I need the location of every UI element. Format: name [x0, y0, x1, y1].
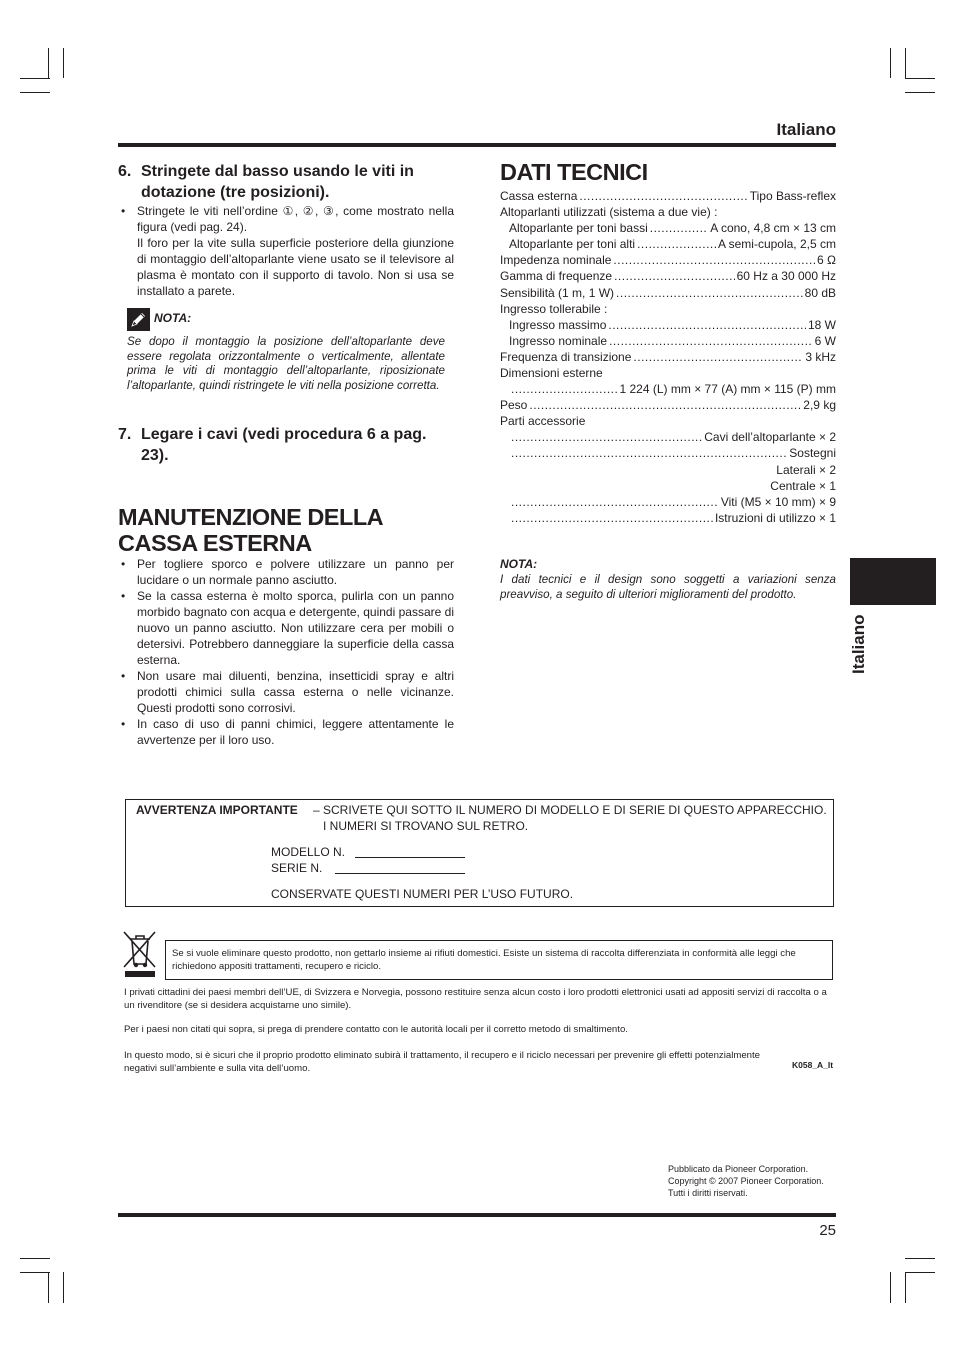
side-tab: [850, 558, 936, 605]
spec-label: Frequenza di transizione: [500, 350, 632, 364]
serial-label: SERIE N.: [271, 861, 323, 875]
nota-text: I dati tecnici e il design sono soggetti a variazioni senza preavviso, a seguito di ulteriori miglioramenti del prodotto.: [500, 573, 836, 601]
spec-row: [509, 429, 836, 445]
side-language-label: [847, 612, 871, 678]
weee-paragraph: In questo modo, si è sicuri che il proprio prodotto eliminato subirà il trattamento, il recupero e il riciclo necessari per prevenire gli effetti potenzialmente negativi sull’ambiente e sulla vita dell’uomo.: [124, 1050, 760, 1074]
step-6-bullets: [118, 203, 454, 299]
spec-value: 60 Hz a 30 000 Hz: [736, 269, 836, 283]
leader-dots: [511, 429, 702, 445]
model-label: MODELLO N.: [271, 845, 346, 859]
step-7-title: [118, 424, 458, 466]
publisher-line: Copyright © 2007 Pioneer Corporation.: [668, 1176, 824, 1186]
bullet-text: Stringete le viti nell’ordine ①, ②, ③, come mostrato nella figura (vedi pag. 24).: [137, 204, 454, 234]
leader-dots: [511, 494, 719, 510]
spec-row: [500, 349, 836, 365]
crop-mark: [20, 1272, 50, 1273]
spec-row: [509, 494, 836, 510]
crop-mark: [905, 48, 906, 78]
leader-dots: [650, 220, 709, 236]
spec-value: A semi-cupola, 2,5 cm: [717, 237, 836, 251]
list-item: • Se la cassa esterna è molto sporca, pulirla con un panno morbido bagnato con acqua e detergente, quindi passare di nuovo un panno asciutto. Non utilizzare cera per mobili o detersivi. Potrebbero danneggiare la superficie della cassa esterna.: [118, 588, 454, 668]
weee-box: Se si vuole eliminare questo prodotto, non gettarlo insieme ai rifiuti domestici. Esiste un sistema di raccolta differenziata in conformità alle leggi che richiedono appositi trattamenti, recupero e riciclo.: [165, 940, 833, 980]
spec-heading: Parti accessorie: [500, 414, 586, 428]
crop-mark: [20, 92, 50, 93]
model-field-line: [355, 857, 465, 858]
maintenance-bullets: [118, 556, 454, 748]
spec-row: [509, 220, 836, 236]
leader-dots: [529, 397, 801, 413]
spec-row: [509, 510, 836, 526]
pencil-icon: [127, 308, 150, 331]
spec-heading: Ingresso tollerabile :: [500, 302, 608, 316]
crop-mark: [890, 48, 891, 78]
leader-dots: [616, 285, 803, 301]
spec-label: Peso: [500, 398, 528, 412]
weee-code: K058_A_It: [792, 1060, 834, 1070]
crossed-bin-icon: [122, 930, 158, 978]
spec-value: Sostegni: [789, 446, 836, 460]
leader-dots: [633, 349, 803, 365]
crop-mark: [905, 1258, 935, 1259]
list-item: • In caso di uso di panni chimici, leggere attentamente le avvertenze per il loro uso.: [118, 716, 454, 748]
spec-value: 80 dB: [804, 286, 836, 300]
warning-label: AVVERTENZA IMPORTANTE: [136, 803, 298, 817]
list-item: • Per togliere sporco e polvere utilizzare un panno per lucidare o un normale panno asciutto.: [118, 556, 454, 588]
maintenance-title: MANUTENZIONE DELLA CASSA ESTERNA: [118, 504, 383, 556]
crop-mark: [905, 1272, 906, 1303]
spec-row: [509, 317, 836, 333]
spec-value: Laterali × 2: [776, 463, 836, 477]
spec-heading: Altoparlanti utilizzati (sistema a due vie) :: [500, 205, 718, 219]
crop-mark: [905, 92, 935, 93]
spec-value: Centrale × 1: [770, 479, 836, 493]
leader-dots: [579, 188, 747, 204]
warning-keep: CONSERVATE QUESTI NUMERI PER L’USO FUTURO.: [271, 887, 574, 901]
spec-label: Gamma di frequenze: [500, 269, 613, 283]
spec-row: [509, 381, 836, 397]
spec-label: Altoparlante per toni alti: [509, 237, 636, 251]
spec-row: [509, 236, 836, 252]
spec-value: Cavi dell’altoparlante × 2: [704, 430, 836, 444]
spec-value: 1 224 (L) mm × 77 (A) mm × 115 (P) mm: [619, 382, 836, 396]
crop-mark: [48, 1272, 49, 1303]
spec-value: 3 kHz: [805, 350, 836, 364]
crop-mark: [905, 1272, 935, 1273]
crop-mark: [890, 1272, 891, 1303]
bullet-text: Il foro per la vite sulla superficie posteriore della giunzione di montaggio dell’altoparlante viene usato se il televisore al plasma è montato con il supporto di tavolo. Non si usa se installato a parete.: [137, 236, 454, 298]
spec-heading: Dimensioni esterne: [500, 366, 603, 380]
spec-row: [509, 333, 836, 349]
nota-text: Se dopo il montaggio la posizione dell’altoparlante deve essere regolata orizzontalmente o verticalmente, allentate prima le viti di montaggio dell’altoparlante, riposizionate l’altoparlante, quindi ristringete le viti nella posizione corretta.: [127, 335, 445, 392]
spec-value: 18 W: [807, 318, 836, 332]
spec-label: Cassa esterna: [500, 189, 578, 203]
step-text: Legare i cavi (vedi procedura 6 a pag. 23).: [141, 426, 427, 464]
step-6-title: [118, 161, 458, 203]
spec-label: Ingresso nominale: [509, 334, 608, 348]
spec-label: Sensibilità (1 m, 1 W): [500, 286, 615, 300]
crop-mark: [63, 48, 64, 78]
spec-row: [500, 188, 836, 204]
header-language: Italiano: [776, 120, 836, 139]
crop-mark: [48, 48, 49, 78]
spec-label: Impedenza nominale: [500, 253, 612, 267]
crop-mark: [63, 1272, 64, 1303]
leader-dots: [609, 333, 813, 349]
list-item: [118, 203, 454, 299]
spec-row: [500, 252, 836, 268]
specs-title: DATI TECNICI: [500, 159, 648, 185]
footer-rule: [118, 1213, 836, 1217]
spec-label: Altoparlante per toni bassi: [509, 221, 648, 235]
publisher-line: Tutti i diritti riservati.: [668, 1188, 748, 1198]
weee-paragraph: I privati cittadini dei paesi membri dell’UE, di Svizzera e Norvegia, possono restituire senza alcun costo i loro prodotti elettronici usati ad appositi servizi di raccolta o a un rivenditore (se si desidera acquistarne uno simile).: [124, 987, 827, 1011]
nota-label: NOTA:: [154, 311, 192, 325]
publisher-line: Pubblicato da Pioneer Corporation.: [668, 1164, 809, 1174]
crop-mark: [20, 78, 50, 79]
crop-mark: [905, 78, 935, 79]
side-language-text: Italiano: [849, 614, 868, 674]
leader-dots: [614, 268, 735, 284]
spec-value: Viti (M5 × 10 mm) × 9: [720, 495, 836, 509]
spec-value: 6 W: [814, 334, 836, 348]
header-rule: [118, 143, 836, 147]
spec-value: Tipo Bass-reflex: [749, 189, 836, 203]
leader-dots: [613, 252, 815, 268]
spec-value: A cono, 4,8 cm × 13 cm: [710, 221, 836, 235]
nota-label: NOTA:: [500, 557, 538, 571]
spec-row: [500, 268, 836, 284]
spec-row: [509, 445, 836, 461]
spec-value: 6 Ω: [817, 253, 836, 267]
leader-dots: [608, 317, 806, 333]
warning-line-2: I NUMERI SI TROVANO SUL RETRO.: [323, 819, 529, 833]
crop-mark: [20, 1258, 50, 1259]
spec-label: Ingresso massimo: [509, 318, 607, 332]
spec-row: [500, 397, 836, 413]
spec-value: 2,9 kg: [803, 398, 836, 412]
weee-paragraph: Per i paesi non citati qui sopra, si prega di prendere contatto con le autorità locali per il corretto metodo di smaltimento.: [124, 1024, 628, 1035]
step-number: 7.: [118, 426, 132, 443]
step-text: Stringete dal basso usando le viti in dotazione (tre posizioni).: [141, 163, 414, 201]
leader-dots: [511, 510, 713, 526]
serial-field-line: [335, 873, 465, 874]
list-item: • Non usare mai diluenti, benzina, insetticidi spray e altri prodotti chimici sulla cassa esterna o nelle vicinanze. Questi prodotti sono corrosivi.: [118, 668, 454, 716]
leader-dots: [637, 236, 716, 252]
leader-dots: [511, 445, 787, 461]
page-number: 25: [819, 1222, 836, 1239]
warning-line-1: – SCRIVETE QUI SOTTO IL NUMERO DI MODELLO E DI SERIE DI QUESTO APPARECCHIO.: [313, 803, 827, 817]
leader-dots: [511, 381, 618, 397]
step-number: 6.: [118, 163, 132, 180]
spec-value: Istruzioni di utilizzo × 1: [714, 511, 836, 525]
warning-box: [125, 799, 834, 907]
spec-row: [500, 285, 836, 301]
